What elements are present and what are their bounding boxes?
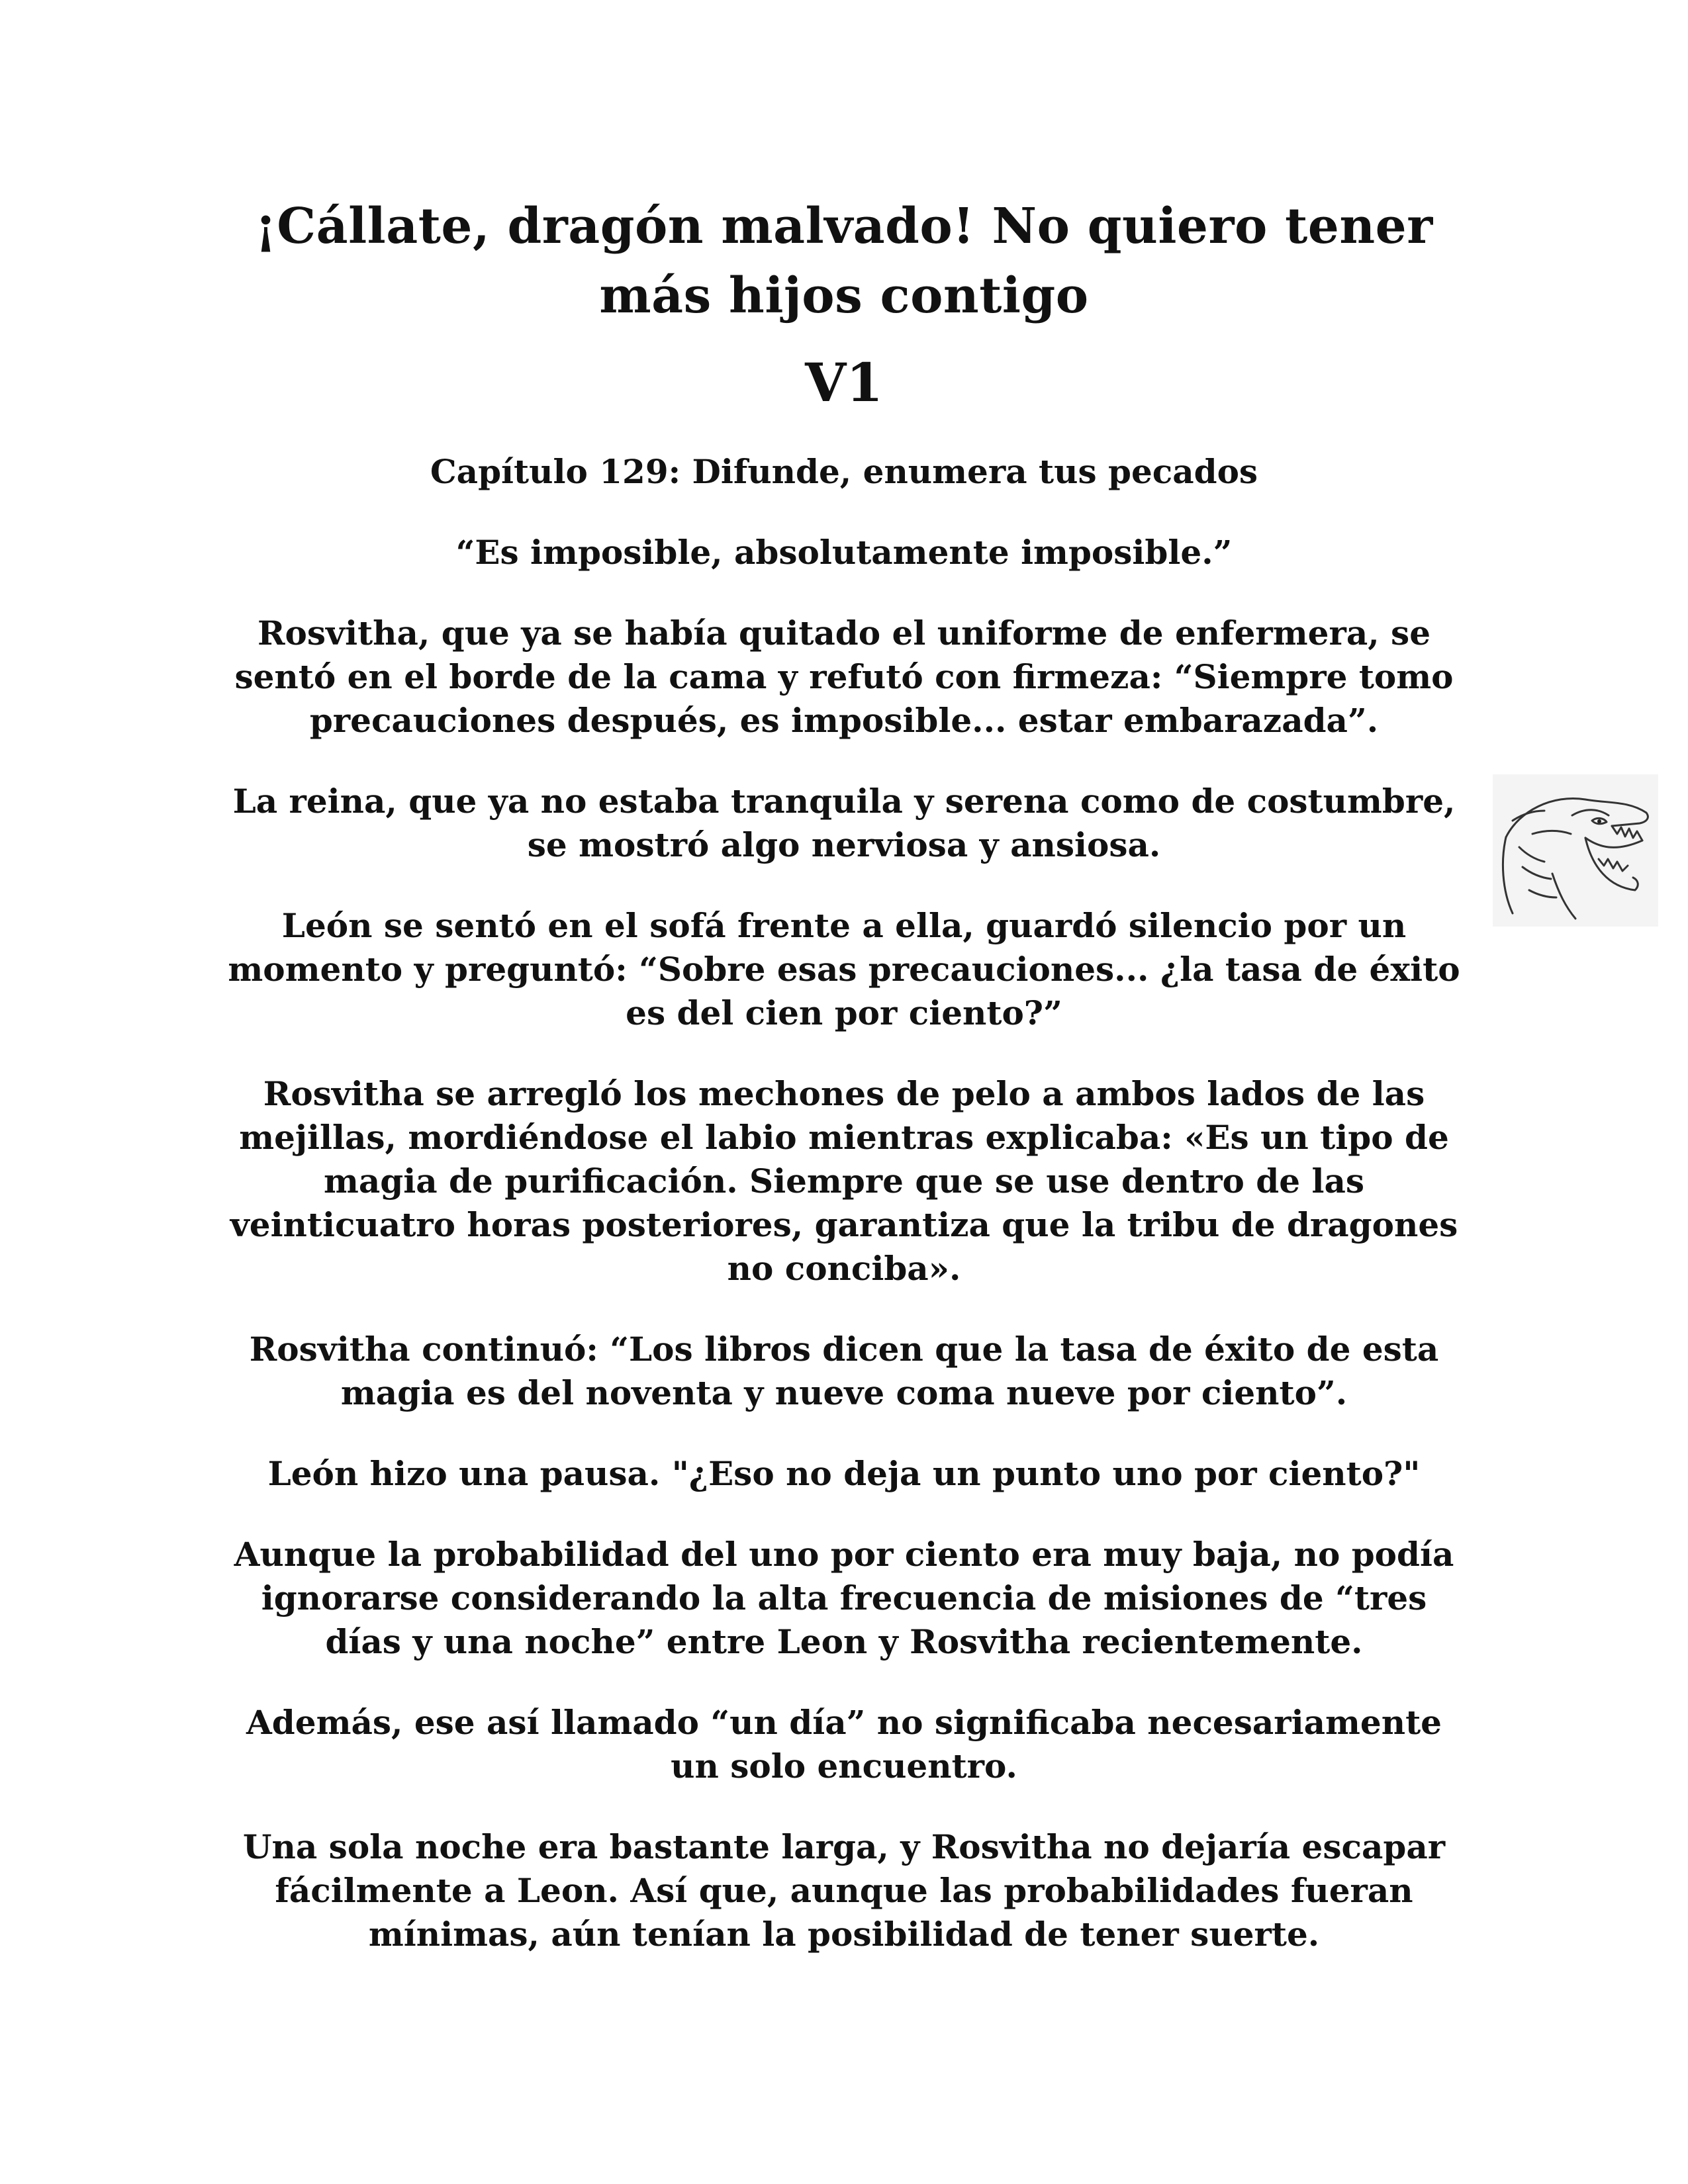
- paragraph-2: Rosvitha, que ya se había quitado el uniforme de enfermera, se sentó en el borde de la cama y refutó con firmeza: “Siempre tomo precauciones después, es imposible... estar embarazada”.: [234, 614, 1454, 740]
- paragraph-9: Además, ese así llamado “un día” no significaba necesariamente un solo encuentro.: [246, 1703, 1442, 1786]
- title-line-1: ¡Cállate, dragón malvado! No quiero tener: [255, 198, 1433, 255]
- title-line-2: más hijos contigo: [599, 267, 1089, 324]
- paragraph-3: La reina, que ya no estaba tranquila y serena como de costumbre, se mostró algo nerviosa y ansiosa.: [232, 782, 1456, 864]
- chapter-body: [218, 450, 1470, 1993]
- chapter-heading: Capítulo 129: Difunde, enumera tus pecados: [430, 452, 1258, 491]
- paragraph-5: Rosvitha se arregló los mechones de pelo a ambos lados de las mejillas, mordiéndose el labio mientras explicaba: «Es un tipo de magia de purificación. Siempre que se use dentro de las veinticuatro horas posteriores, garantiza que la tribu de dragones no conciba».: [230, 1074, 1458, 1288]
- paragraph-8: Aunque la probabilidad del uno por ciento era muy baja, no podía ignorarse considerando la alta frecuencia de misiones de “tres días y una noche” entre Leon y Rosvitha recientemente.: [234, 1535, 1454, 1661]
- paragraph-10: Una sola noche era bastante larga, y Rosvitha no dejaría escapar fácilmente a Leon. Así que, aunque las probabilidades fueran mínimas, aún tenían la posibilidad de tener suerte.: [242, 1827, 1446, 1954]
- paragraph-1: “Es imposible, absolutamente imposible.”: [455, 533, 1233, 572]
- paragraph-7: León hizo una pausa. "¿Eso no deja un punto uno por ciento?": [267, 1454, 1421, 1493]
- paragraph-6: Rosvitha continuó: “Los libros dicen que la tasa de éxito de esta magia es del noventa y nueve coma nueve por ciento”.: [249, 1330, 1439, 1412]
- document-title: [199, 192, 1489, 331]
- volume-label: V1: [805, 351, 883, 414]
- paragraph-4: León se sentó en el sofá frente a ella, guardó silencio por un momento y preguntó: “Sobre esas precauciones... ¿la tasa de éxito es del cien por ciento?”: [228, 906, 1460, 1032]
- dinosaur-head-sketch-icon: [1493, 774, 1658, 927]
